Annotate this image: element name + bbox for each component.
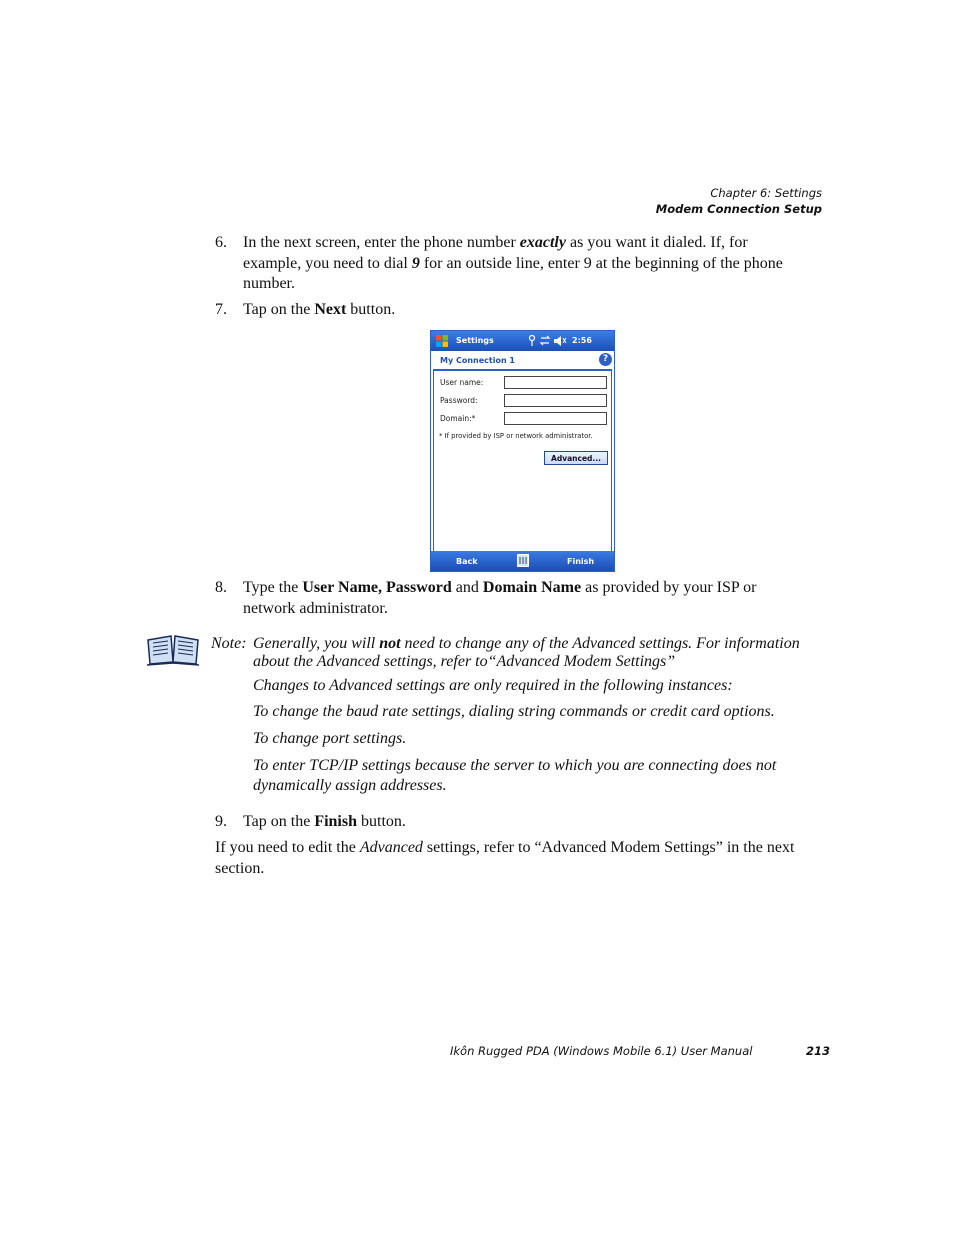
step-number: 9.: [215, 813, 227, 830]
windows-flag-icon[interactable]: [435, 334, 449, 348]
step-8: [215, 578, 790, 619]
note-paragraph-3: To change the baud rate settings, dialing string commands or credit card options.: [253, 703, 775, 720]
step-text: In the next screen, enter the phone number: [243, 234, 520, 251]
domain-label: Domain:*: [440, 414, 476, 423]
note-paragraph-1: [253, 635, 823, 671]
isp-footnote: * If provided by ISP or network administrator.: [439, 432, 593, 440]
keyboard-icon[interactable]: [517, 554, 529, 567]
step-6: [215, 233, 790, 295]
footer-manual-title: Ikôn Rugged PDA (Windows Mobile 6.1) User Manual: [450, 1044, 753, 1058]
device-clock: 2:56: [572, 336, 592, 345]
emphasis-not: not: [379, 635, 401, 652]
step-9: [215, 812, 790, 833]
connection-header: [433, 351, 612, 371]
help-icon[interactable]: ?: [599, 353, 612, 366]
note-text: Generally, you will: [253, 635, 380, 652]
emphasis-finish: Finish: [314, 813, 357, 830]
note-paragraph-5: To enter TCP/IP settings because the server to which you are connecting does not dynamically assign addresses.: [253, 757, 777, 794]
running-header-chapter: Chapter 6: Settings: [710, 186, 822, 200]
note-paragraph-2: Changes to Advanced settings are only required in the following instances:: [253, 677, 733, 694]
step-text: as provided by your ISP or network administrator.: [243, 579, 757, 617]
emphasis-next: Next: [314, 301, 347, 318]
running-header-section: Modem Connection Setup: [655, 202, 822, 216]
device-app-title: Settings: [456, 336, 494, 345]
step-text: Type the: [243, 579, 303, 596]
step-number: 7.: [215, 301, 227, 318]
user-name-label: User name:: [440, 378, 484, 387]
advanced-button[interactable]: Advanced...: [544, 451, 608, 465]
closing-paragraph: [215, 838, 805, 879]
step-text: Tap on the: [243, 301, 315, 318]
step-text: button.: [357, 813, 406, 830]
domain-input[interactable]: [504, 412, 607, 425]
page-number: 213: [806, 1044, 831, 1058]
body-text: settings, refer to “Advanced Modem Settings” in the next section.: [215, 839, 795, 877]
connection-title: My Connection 1: [440, 356, 515, 365]
device-screenshot: [430, 330, 615, 572]
step-7: [215, 300, 790, 321]
step-text: button.: [346, 301, 396, 318]
emphasis-exactly: exactly: [519, 234, 566, 251]
emphasis-domain: Domain Name: [482, 579, 582, 596]
password-label: Password:: [440, 396, 478, 405]
note-label: Note:: [211, 635, 247, 652]
note-paragraph-4: To change port settings.: [253, 730, 407, 747]
connectivity-icon[interactable]: [527, 334, 567, 348]
connection-form: [433, 371, 612, 551]
emphasis-digit: 9: [411, 254, 420, 272]
step-text: for an outside line, enter 9 at the beginning of the phone number.: [243, 254, 783, 292]
body-text: If you need to edit the: [215, 839, 360, 856]
step-number: 6.: [215, 234, 227, 251]
device-title-bar: [431, 331, 614, 351]
password-input[interactable]: [504, 394, 607, 407]
finish-softkey[interactable]: Finish: [567, 557, 595, 566]
back-softkey[interactable]: Back: [456, 557, 478, 566]
softkey-bar: [431, 551, 614, 571]
user-name-input[interactable]: [504, 376, 607, 389]
open-book-icon: [145, 634, 201, 666]
step-number: 8.: [215, 579, 227, 596]
note-text: about the Advanced settings, refer to“Advanced Modem Settings”: [253, 653, 676, 670]
step-text: and: [451, 579, 483, 596]
note-text: need to change any of the Advanced settings. For information: [400, 635, 800, 652]
step-text: Tap on the: [243, 813, 315, 830]
emphasis-advanced: Advanced: [359, 839, 423, 856]
step-text: as you want it dialed. If, for example, you need to dial: [243, 234, 748, 272]
emphasis-user-password: User Name, Password: [302, 579, 452, 596]
